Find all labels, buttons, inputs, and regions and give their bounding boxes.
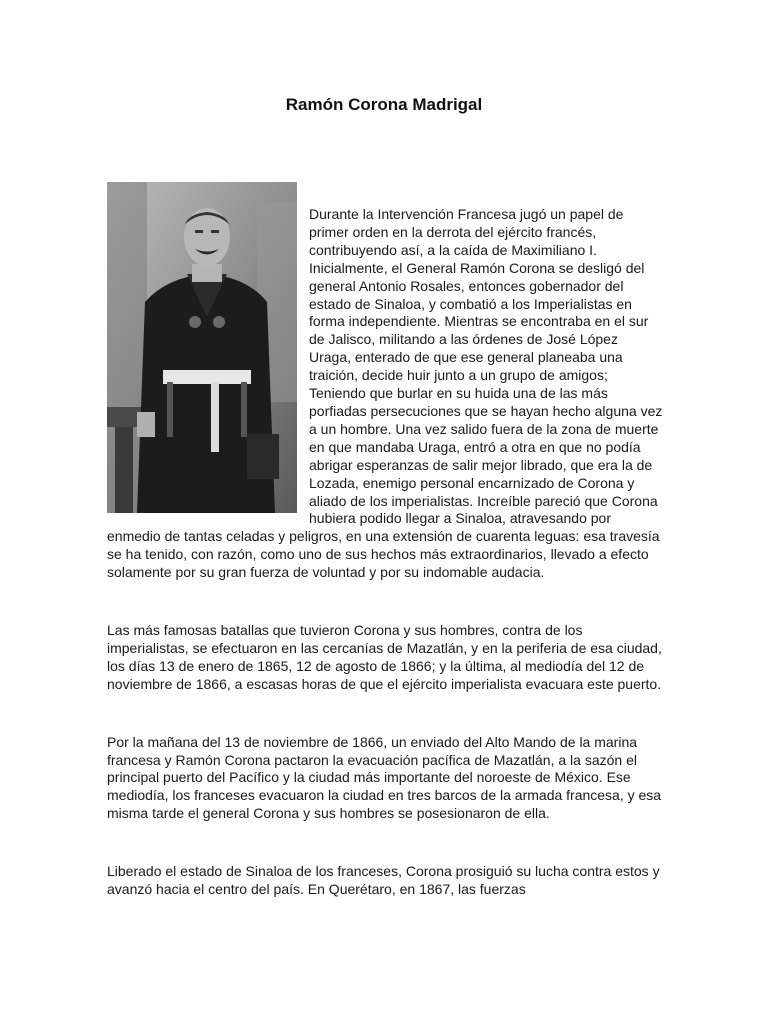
document-body bbox=[107, 206, 663, 899]
paragraph: Liberado el estado de Sinaloa de los franceses, Corona prosiguió su lucha contra estos y avanzó hacia el centro del país. En Querétaro, en 1867, las fuerzas bbox=[107, 863, 660, 898]
paragraph: Por la mañana del 13 de noviembre de 1866, un enviado del Alto Mando de la marina francesa y Ramón Corona pactaron la evacuación pacífica de Mazatlán, a la sazón el principal puerto del Pacífico y la ciudad más importante del noroeste de México. Ese mediodía, los franceses evacuaron la ciudad en tres barcos de la armada francesa, y esa misma tarde el general Corona y sus hombres se posesionaron de ella. bbox=[107, 733, 662, 822]
paragraph-gap bbox=[107, 823, 663, 863]
paragraph: Durante la Intervención Francesa jugó un papel de primer orden en la derrota del ejército francés, contribuyendo así, a la caída de Maximiliano I. Inicialmente, el General Ramón Corona se desligó del general Antonio Rosales, entonces gobernador del estado de Sinaloa, y combatió a los Imperialistas en forma independiente. Mientras se encontraba en el sur de Jalisco, militando a las órdenes de José López Uraga, enterado de que ese general planeaba una traición, decide huir junto a un grupo de amigos; Teniendo que burlar en su huida una de las más porfiadas persecuciones que se hayan hecho alguna vez a un hombre. Una vez salido fuera de la zona de muerte en que mandaba Uraga, entró a otra en que no podía abrigar esperanzas de salir mejor librado, que era la de Lozada, enemigo personal encarnizado de Corona y aliado de los imperialistas. Increíble pareció que Corona hubiera podido llegar a Sinaloa, atravesando por enmedio de tantas celadas y peligros, en una extensión de cuarenta leguas: esa travesía se ha tenido, con razón, como uno de sus hechos más extraordinarios, llevado a efecto solamente por su gran fuerza de voluntad y por su indomable audacia. bbox=[107, 206, 663, 581]
portrait-image bbox=[107, 182, 297, 513]
portrait-photo bbox=[107, 182, 297, 513]
paragraph-gap bbox=[107, 694, 663, 734]
paragraph: Las más famosas batallas que tuvieron Corona y sus hombres, contra de los imperialistas, se efectuaron en las cercanías de Mazatlán, y en la periferia de esa ciudad, los días 13 de enero de 1865, 12 de agosto de 1866; y la última, al mediodía del 12 de noviembre de 1866, a escasas horas de que el ejército imperialista evacuara este puerto. bbox=[107, 622, 662, 692]
paragraph-gap bbox=[107, 582, 663, 622]
page-title: Ramón Corona Madrigal bbox=[285, 95, 483, 114]
